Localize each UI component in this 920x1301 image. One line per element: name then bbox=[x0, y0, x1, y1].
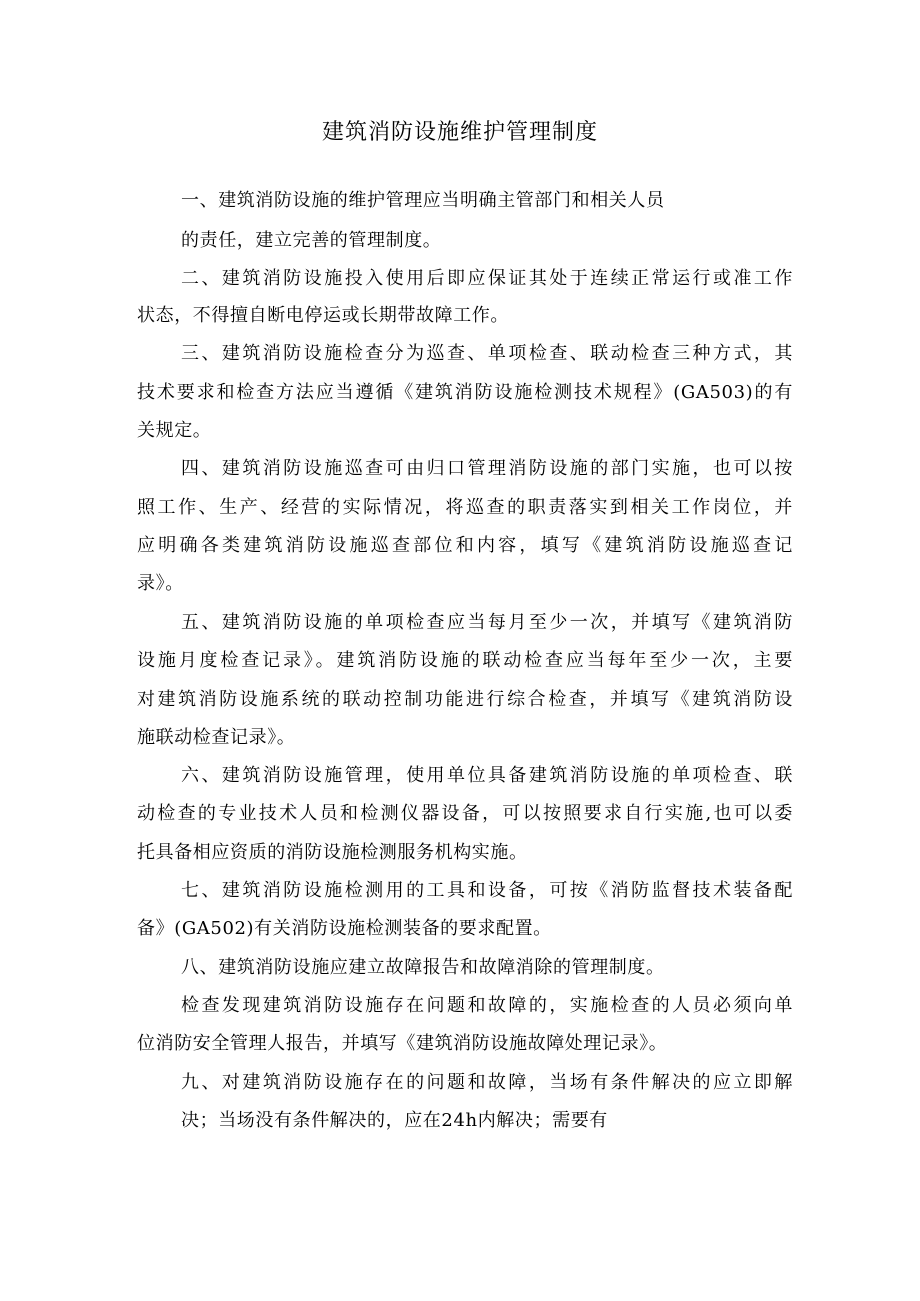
paragraph-line: 的责任，建立完善的管理制度。 bbox=[181, 230, 442, 251]
paragraph-line: 状态，不得擅自断电停运或长期带故障工作。 bbox=[137, 305, 509, 326]
paragraph-line: 五、建筑消防设施的单项检查应当每月至少一次，并填写《建筑消防 bbox=[181, 612, 793, 633]
paragraph-line: 关规定。 bbox=[137, 420, 212, 441]
paragraph-line: 二、建筑消防设施投入使用后即应保证其处于连续正常运行或准工作 bbox=[181, 268, 793, 289]
paragraph-line: 位消防安全管理人报告，并填写《建筑消防设施故障处理记录》。 bbox=[137, 1033, 668, 1054]
paragraph-line: 决；当场没有条件解决的，应在24h内解决；需要有 bbox=[181, 1110, 608, 1131]
paragraph-line: 动检查的专业技术人员和检测仪器设备，可以按照要求自行实施,也可以委 bbox=[137, 803, 793, 824]
paragraph-line: 九、对建筑消防设施存在的问题和故障，当场有条件解决的应立即解 bbox=[181, 1072, 793, 1093]
paragraph-line: 录》。 bbox=[137, 573, 184, 594]
paragraph-line: 三、建筑消防设施检查分为巡查、单项检查、联动检查三种方式，其 bbox=[181, 343, 793, 364]
paragraph-line: 四、建筑消防设施巡查可由归口管理消防设施的部门实施，也可以按 bbox=[181, 458, 793, 479]
paragraph-line: 检查发现建筑消防设施存在问题和故障的，实施检查的人员必须向单 bbox=[181, 995, 793, 1016]
paragraph-line: 七、建筑消防设施检测用的工具和设备，可按《消防监督技术装备配 bbox=[181, 880, 793, 901]
paragraph-line: 应明确各类建筑消防设施巡查部位和内容，填写《建筑消防设施巡查记 bbox=[137, 535, 793, 556]
paragraph-line: 八、建筑消防设施应建立故障报告和故障消除的管理制度。 bbox=[181, 957, 665, 978]
paragraph-line: 备》(GA502)有关消防设施检测装备的要求配置。 bbox=[137, 918, 552, 939]
paragraph-line: 照工作、生产、经营的实际情况，将巡查的职责落实到相关工作岗位，并 bbox=[137, 497, 793, 518]
page-title: 建筑消防设施维护管理制度 bbox=[321, 120, 598, 145]
paragraph-line: 对建筑消防设施系统的联动控制功能进行综合检查，并填写《建筑消防设 bbox=[137, 689, 793, 710]
paragraph-line: 设施月度检查记录》。建筑消防设施的联动检查应当每年至少一次，主要 bbox=[137, 650, 793, 671]
paragraph-line: 一、建筑消防设施的维护管理应当明确主管部门和相关人员 bbox=[181, 190, 665, 211]
paragraph-line: 六、建筑消防设施管理，使用单位具备建筑消防设施的单项检查、联 bbox=[181, 765, 793, 786]
paragraph-line: 施联动检查记录》。 bbox=[137, 727, 296, 748]
paragraph-line: 技术要求和检查方法应当遵循《建筑消防设施检测技术规程》(GA503)的有 bbox=[137, 382, 793, 403]
paragraph-line: 托具备相应资质的消防设施检测服务机构实施。 bbox=[137, 842, 528, 863]
